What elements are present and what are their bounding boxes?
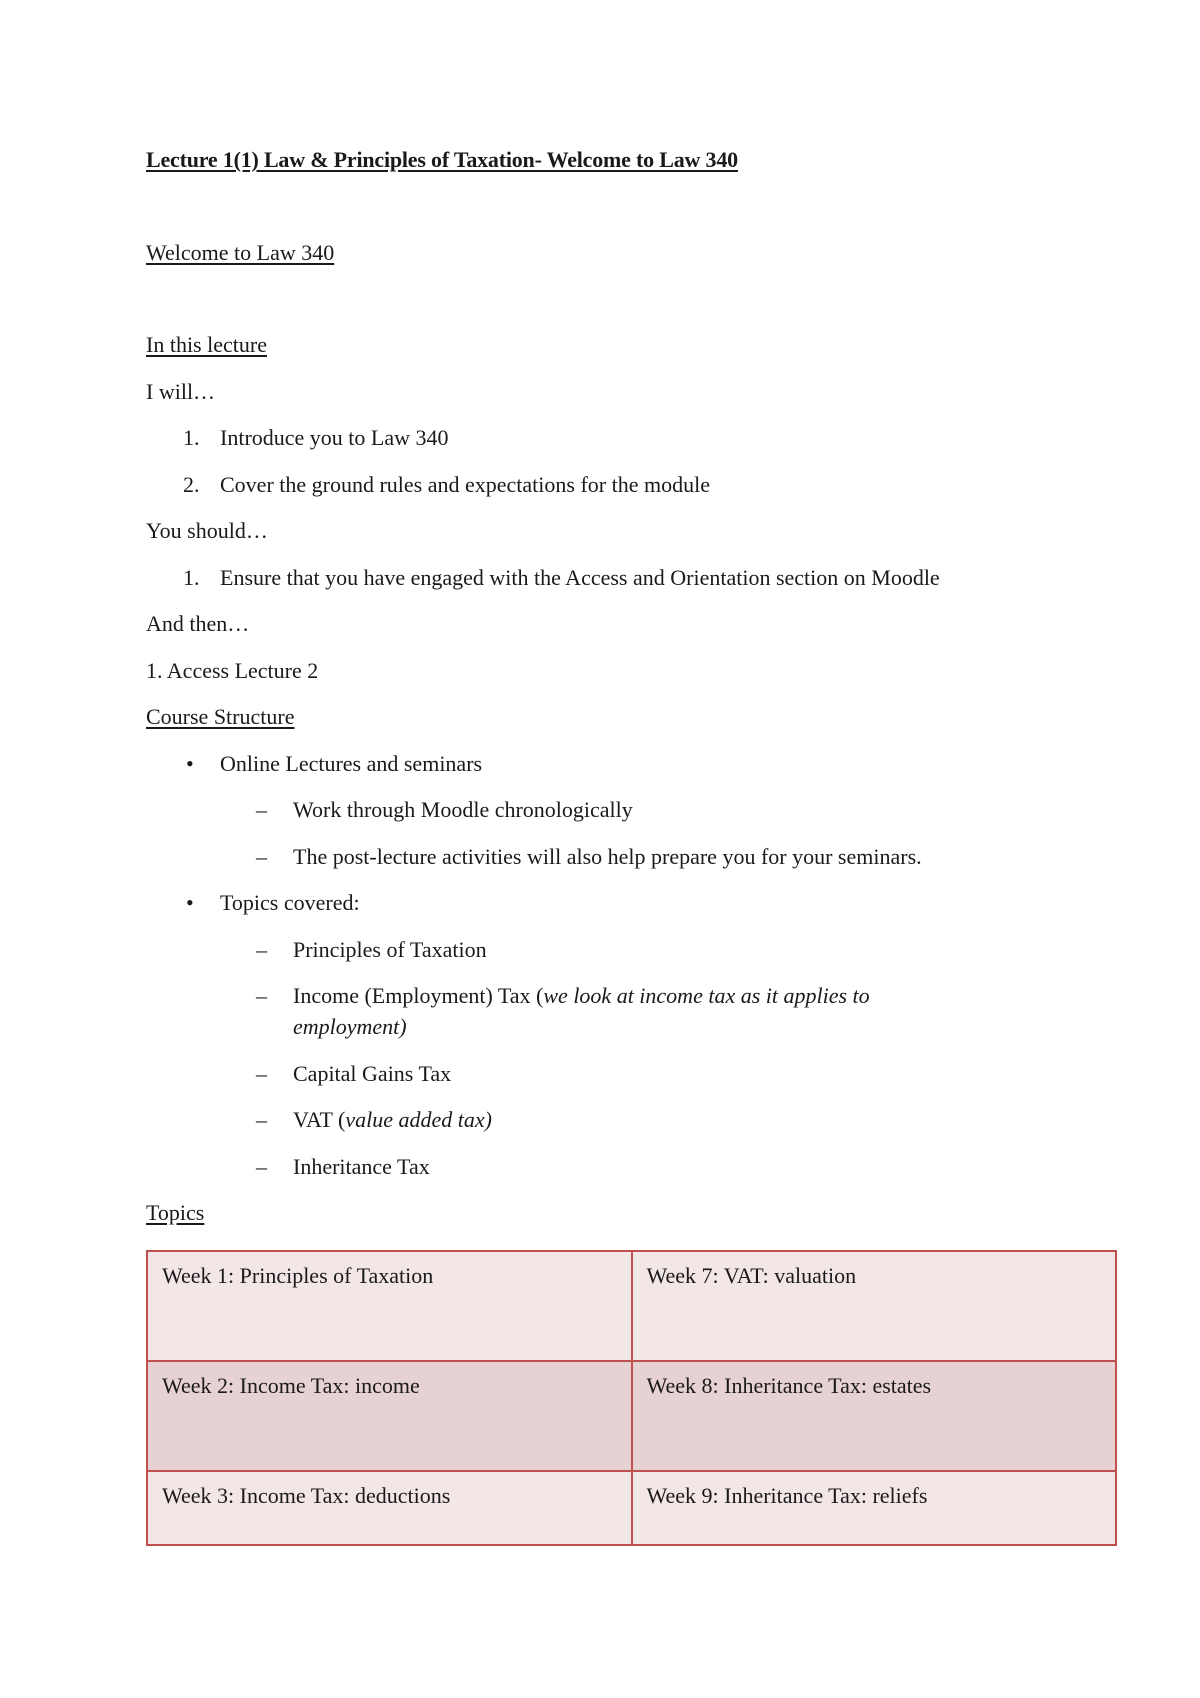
table-cell: Week 8: Inheritance Tax: estates <box>632 1361 1117 1471</box>
table-cell: Week 2: Income Tax: income <box>147 1361 632 1471</box>
list-subitem <box>293 1106 492 1134</box>
dash-icon: – <box>256 797 267 822</box>
list-subitem <box>293 982 870 1010</box>
list-item: Ensure that you have engaged with the Access and Orientation section on Moodle <box>220 565 940 590</box>
table-cell: Week 9: Inheritance Tax: reliefs <box>632 1471 1117 1545</box>
table-row <box>147 1471 1116 1545</box>
list-number: 2. <box>183 472 200 497</box>
table-row <box>147 1251 1116 1361</box>
and-then-item: 1. Access Lecture 2 <box>146 658 319 683</box>
dash-icon: – <box>256 1154 267 1179</box>
income-tax-text: Income (Employment) Tax ( <box>293 983 544 1008</box>
vat-text: VAT ( <box>293 1107 346 1132</box>
bullet-icon: • <box>186 751 194 776</box>
dash-icon: – <box>256 1061 267 1086</box>
list-number: 1. <box>183 425 200 450</box>
table-cell: Week 1: Principles of Taxation <box>147 1251 632 1361</box>
document-title: Lecture 1(1) Law & Principles of Taxation- Welcome to Law 340 <box>146 147 738 172</box>
list-item: Topics covered: <box>220 890 360 915</box>
dash-icon: – <box>256 844 267 869</box>
topics-heading: Topics <box>146 1200 205 1225</box>
list-subitem: Principles of Taxation <box>293 937 487 962</box>
in-this-lecture-heading: In this lecture <box>146 332 267 357</box>
list-subitem: Work through Moodle chronologically <box>293 797 633 822</box>
topics-table <box>146 1250 1117 1546</box>
welcome-heading: Welcome to Law 340 <box>146 240 335 265</box>
table-cell: Week 7: VAT: valuation <box>632 1251 1117 1361</box>
list-subitem: The post-lecture activities will also help prepare you for your seminars. <box>293 844 922 869</box>
dash-icon: – <box>256 1107 267 1132</box>
you-should-text: You should… <box>146 518 268 543</box>
vat-note: value added tax) <box>345 1107 492 1132</box>
list-subitem: Inheritance Tax <box>293 1154 430 1179</box>
list-subitem: Capital Gains Tax <box>293 1061 452 1086</box>
list-item: Introduce you to Law 340 <box>220 425 449 450</box>
course-structure-heading: Course Structure <box>146 704 295 729</box>
table-cell: Week 3: Income Tax: deductions <box>147 1471 632 1545</box>
income-tax-note-cont: employment) <box>293 1014 407 1039</box>
i-will-text: I will… <box>146 379 216 404</box>
dash-icon: – <box>256 937 267 962</box>
table-row <box>147 1361 1116 1471</box>
list-item: Online Lectures and seminars <box>220 751 483 776</box>
dash-icon: – <box>256 983 267 1008</box>
list-number: 1. <box>183 565 200 590</box>
income-tax-note: we look at income tax as it applies to <box>543 983 870 1008</box>
and-then-text: And then… <box>146 611 250 636</box>
bullet-icon: • <box>186 890 194 915</box>
list-item: Cover the ground rules and expectations for the module <box>220 472 710 497</box>
